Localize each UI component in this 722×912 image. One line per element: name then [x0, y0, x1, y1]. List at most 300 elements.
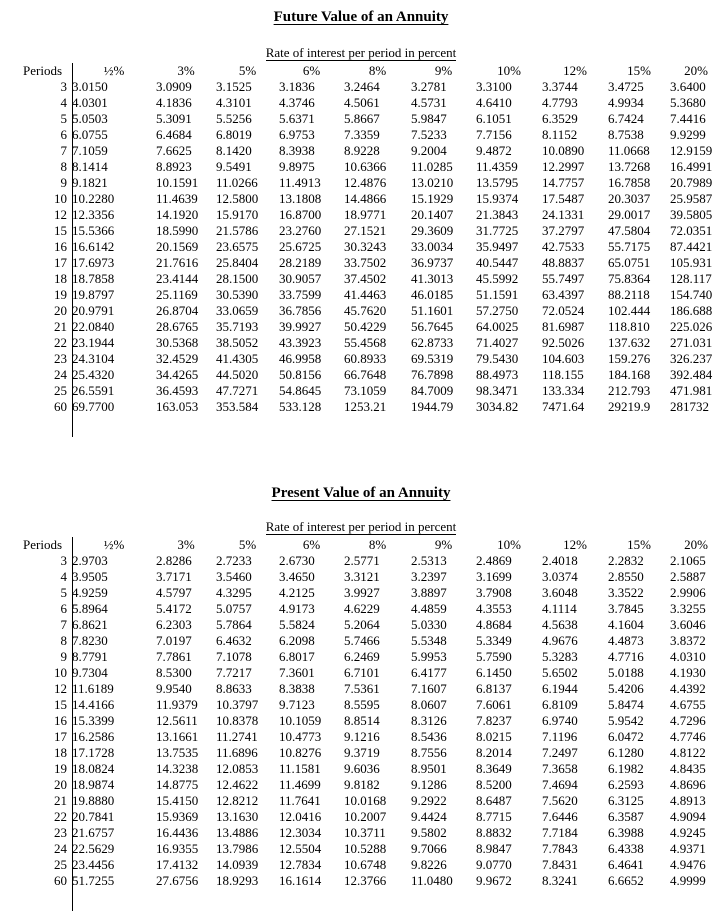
- period-cell: 19: [54, 761, 67, 776]
- value-cell: 30.5390: [216, 287, 259, 302]
- value-cell: 11.4699: [279, 777, 321, 792]
- period-cell: 24: [54, 367, 67, 382]
- value-cell: 118.810: [608, 319, 650, 334]
- table-row: [0, 585, 722, 601]
- value-cell: 8.8514: [344, 713, 380, 728]
- value-cell: 9.8975: [279, 159, 315, 174]
- value-cell: 6.8019: [216, 127, 252, 142]
- value-cell: 11.4359: [476, 159, 518, 174]
- value-cell: 6.6652: [608, 873, 644, 888]
- rate-header: 12%: [563, 537, 587, 552]
- value-cell: 66.7648: [344, 367, 387, 382]
- value-cell: 128.117: [670, 271, 712, 286]
- value-cell: 16.1614: [279, 873, 322, 888]
- value-cell: 13.1630: [216, 809, 259, 824]
- value-cell: 13.7535: [156, 745, 199, 760]
- value-cell: 13.1808: [279, 191, 322, 206]
- value-cell: 3.1699: [476, 569, 512, 584]
- value-cell: 15.1929: [411, 191, 454, 206]
- value-cell: 225.026: [670, 319, 713, 334]
- value-cell: 33.0034: [411, 239, 454, 254]
- value-cell: 5.7466: [344, 633, 380, 648]
- value-cell: 73.1059: [344, 383, 387, 398]
- value-cell: 17.4132: [156, 857, 199, 872]
- rate-header: ½%: [103, 63, 125, 78]
- rate-caption: Rate of interest per period in percent: [265, 519, 457, 534]
- value-cell: 7.8230: [72, 633, 108, 648]
- rate-header-row: [0, 63, 722, 79]
- value-cell: 13.0210: [411, 175, 454, 190]
- value-cell: 16.4991: [670, 159, 713, 174]
- table-row: [0, 761, 722, 777]
- value-cell: 12.4876: [344, 175, 387, 190]
- value-cell: 3.8897: [411, 585, 447, 600]
- value-cell: 8.5595: [344, 697, 380, 712]
- value-cell: 19.8797: [72, 287, 115, 302]
- value-cell: 13.7986: [216, 841, 259, 856]
- present-value-section: [0, 476, 722, 912]
- value-cell: 4.0301: [72, 95, 108, 110]
- period-cell: 7: [60, 143, 67, 158]
- value-cell: 10.2007: [344, 809, 387, 824]
- value-cell: 5.3349: [476, 633, 512, 648]
- section-subtitle: [0, 519, 722, 535]
- value-cell: 19.8880: [72, 793, 115, 808]
- value-cell: 12.0853: [216, 761, 259, 776]
- value-cell: 326.237: [670, 351, 713, 366]
- value-cell: 10.0168: [344, 793, 387, 808]
- value-cell: 4.9259: [72, 585, 108, 600]
- value-cell: 9.7304: [72, 665, 108, 680]
- value-cell: 3.9505: [72, 569, 108, 584]
- value-cell: 9.8226: [411, 857, 447, 872]
- value-cell: 9.2922: [411, 793, 447, 808]
- value-cell: 28.2189: [279, 255, 322, 270]
- value-cell: 7.7217: [216, 665, 252, 680]
- value-cell: 2.7233: [216, 553, 252, 568]
- period-cell: 22: [54, 809, 67, 824]
- value-cell: 4.5731: [411, 95, 447, 110]
- value-cell: 6.9753: [279, 127, 315, 142]
- value-cell: 9.2004: [411, 143, 447, 158]
- table-row: [0, 399, 722, 415]
- value-cell: 8.5200: [476, 777, 512, 792]
- value-cell: 24.3104: [72, 351, 115, 366]
- value-cell: 8.3838: [279, 681, 315, 696]
- value-cell: 7.5361: [344, 681, 380, 696]
- value-cell: 2.5887: [670, 569, 706, 584]
- period-cell: 25: [54, 857, 67, 872]
- table-row: [0, 223, 722, 239]
- period-cell: 15: [54, 223, 67, 238]
- value-cell: 42.7533: [542, 239, 585, 254]
- value-cell: 18.5990: [156, 223, 199, 238]
- value-cell: 25.1169: [156, 287, 198, 302]
- value-cell: 30.9057: [279, 271, 322, 286]
- table-row: [0, 745, 722, 761]
- value-cell: 11.0668: [608, 143, 650, 158]
- value-cell: 5.7864: [216, 617, 252, 632]
- value-cell: 1944.79: [411, 399, 454, 414]
- value-cell: 10.3797: [216, 697, 259, 712]
- value-cell: 6.3988: [608, 825, 644, 840]
- value-cell: 4.1836: [156, 95, 192, 110]
- value-cell: 25.4320: [72, 367, 115, 382]
- value-cell: 9.4872: [476, 143, 512, 158]
- period-cell: 7: [60, 617, 67, 632]
- value-cell: 18.9293: [216, 873, 259, 888]
- rate-header: 10%: [497, 537, 521, 552]
- value-cell: 533.128: [279, 399, 322, 414]
- value-cell: 5.0503: [72, 111, 108, 126]
- table-row: [0, 649, 722, 665]
- value-cell: 5.0188: [608, 665, 644, 680]
- value-cell: 3.0909: [156, 79, 192, 94]
- value-cell: 11.0480: [411, 873, 453, 888]
- value-cell: 2.4869: [476, 553, 512, 568]
- value-cell: 48.8837: [542, 255, 585, 270]
- value-cell: 72.0524: [542, 303, 585, 318]
- value-cell: 5.5256: [216, 111, 252, 126]
- value-cell: 4.4859: [411, 601, 447, 616]
- value-cell: 6.3125: [608, 793, 644, 808]
- value-cell: 18.9874: [72, 777, 115, 792]
- period-cell: 18: [54, 745, 67, 760]
- period-cell: 6: [60, 127, 67, 142]
- value-cell: 62.8733: [411, 335, 454, 350]
- value-cell: 88.2118: [608, 287, 650, 302]
- table-row: [0, 271, 722, 287]
- table-row: [0, 857, 722, 873]
- value-cell: 3.3100: [476, 79, 512, 94]
- value-cell: 17.6973: [72, 255, 115, 270]
- period-cell: 60: [54, 399, 67, 414]
- value-cell: 12.5611: [156, 713, 198, 728]
- value-cell: 4.8913: [670, 793, 706, 808]
- value-cell: 5.5824: [279, 617, 315, 632]
- period-cell: 12: [54, 207, 67, 222]
- value-cell: 33.0659: [216, 303, 259, 318]
- table-row: [0, 335, 722, 351]
- value-cell: 24.1331: [542, 207, 585, 222]
- value-cell: 6.0472: [608, 729, 644, 744]
- period-cell: 4: [60, 95, 67, 110]
- value-cell: 9.3719: [344, 745, 380, 760]
- table-row: [0, 665, 722, 681]
- value-cell: 392.484: [670, 367, 713, 382]
- value-cell: 353.584: [216, 399, 259, 414]
- value-cell: 29.3609: [411, 223, 454, 238]
- value-cell: 7.7861: [156, 649, 192, 664]
- period-cell: 16: [54, 713, 67, 728]
- value-cell: 105.931: [670, 255, 713, 270]
- value-cell: 57.2750: [476, 303, 519, 318]
- section-subtitle: [0, 45, 722, 61]
- value-cell: 4.7716: [608, 649, 644, 664]
- value-cell: 14.4166: [72, 697, 115, 712]
- future-value-table: [0, 63, 722, 415]
- value-cell: 3.8372: [670, 633, 706, 648]
- value-cell: 4.9676: [542, 633, 578, 648]
- value-cell: 4.6410: [476, 95, 512, 110]
- rate-header: 3%: [177, 537, 195, 552]
- value-cell: 36.9737: [411, 255, 454, 270]
- rate-header: 6%: [302, 537, 321, 552]
- value-cell: 6.4632: [216, 633, 252, 648]
- value-cell: 12.8212: [216, 793, 259, 808]
- value-cell: 8.3649: [476, 761, 512, 776]
- value-cell: 8.1152: [542, 127, 578, 142]
- period-cell: 5: [60, 111, 67, 126]
- value-cell: 13.7268: [608, 159, 651, 174]
- value-cell: 20.1569: [156, 239, 199, 254]
- value-cell: 10.1591: [156, 175, 199, 190]
- value-cell: 6.8017: [279, 649, 315, 664]
- value-cell: 7.5620: [542, 793, 578, 808]
- period-cell: 22: [54, 335, 67, 350]
- periods-header-cell: [0, 537, 72, 553]
- value-cell: 4.9476: [670, 857, 706, 872]
- value-cell: 6.1051: [476, 111, 512, 126]
- value-cell: 9.1216: [344, 729, 380, 744]
- value-cell: 4.7296: [670, 713, 706, 728]
- period-cell: 9: [60, 175, 67, 190]
- value-cell: 26.5591: [72, 383, 115, 398]
- value-cell: 50.8156: [279, 367, 322, 382]
- value-cell: 14.4866: [344, 191, 387, 206]
- value-cell: 9.1821: [72, 175, 108, 190]
- value-cell: 3.6048: [542, 585, 578, 600]
- value-cell: 5.8474: [608, 697, 644, 712]
- value-cell: 16.9355: [156, 841, 199, 856]
- value-cell: 104.603: [542, 351, 585, 366]
- value-cell: 4.8435: [670, 761, 706, 776]
- value-cell: 4.7793: [542, 95, 578, 110]
- value-cell: 23.1944: [72, 335, 115, 350]
- period-cell: 25: [54, 383, 67, 398]
- value-cell: 2.9906: [670, 585, 706, 600]
- value-cell: 2.8550: [608, 569, 644, 584]
- period-cell: 17: [54, 255, 67, 270]
- value-cell: 23.4456: [72, 857, 115, 872]
- value-cell: 4.3101: [216, 95, 252, 110]
- value-cell: 5.4172: [156, 601, 192, 616]
- value-cell: 11.0266: [216, 175, 258, 190]
- value-cell: 10.0890: [542, 143, 585, 158]
- value-cell: 17.5487: [542, 191, 585, 206]
- rate-header: 3%: [177, 63, 195, 78]
- value-cell: 23.6575: [216, 239, 259, 254]
- value-cell: 35.7193: [216, 319, 259, 334]
- value-cell: 40.5447: [476, 255, 519, 270]
- value-cell: 79.5430: [476, 351, 519, 366]
- value-cell: 44.5020: [216, 367, 259, 382]
- value-cell: 12.3356: [72, 207, 115, 222]
- value-cell: 27.6756: [156, 873, 199, 888]
- value-cell: 2.5313: [411, 553, 447, 568]
- value-cell: 184.168: [608, 367, 651, 382]
- value-cell: 55.4568: [344, 335, 387, 350]
- value-cell: 4.9173: [279, 601, 315, 616]
- value-cell: 2.8286: [156, 553, 192, 568]
- value-cell: 5.6502: [542, 665, 578, 680]
- value-cell: 6.1280: [608, 745, 644, 760]
- value-cell: 16.8700: [279, 207, 322, 222]
- value-cell: 7.8431: [542, 857, 578, 872]
- period-cell: 8: [60, 633, 67, 648]
- value-cell: 28.6765: [156, 319, 199, 334]
- value-cell: 10.6748: [344, 857, 387, 872]
- value-cell: 6.7101: [344, 665, 380, 680]
- table-row: [0, 681, 722, 697]
- value-cell: 8.0215: [476, 729, 512, 744]
- value-cell: 11.6189: [72, 681, 114, 696]
- value-cell: 212.793: [608, 383, 651, 398]
- value-cell: 5.7590: [476, 649, 512, 664]
- value-cell: 60.8933: [344, 351, 387, 366]
- value-cell: 7.4694: [542, 777, 578, 792]
- value-cell: 6.4641: [608, 857, 644, 872]
- value-cell: 14.8775: [156, 777, 199, 792]
- value-cell: 38.5052: [216, 335, 259, 350]
- value-cell: 3.6046: [670, 617, 706, 632]
- table-row: [0, 127, 722, 143]
- value-cell: 8.7556: [411, 745, 447, 760]
- value-cell: 10.4773: [279, 729, 322, 744]
- value-cell: 4.3295: [216, 585, 252, 600]
- value-cell: 32.4529: [156, 351, 199, 366]
- value-cell: 11.4913: [279, 175, 321, 190]
- value-cell: 6.4177: [411, 665, 447, 680]
- value-cell: 69.7700: [72, 399, 115, 414]
- value-cell: 31.7725: [476, 223, 519, 238]
- period-cell: 17: [54, 729, 67, 744]
- value-cell: 65.0751: [608, 255, 651, 270]
- value-cell: 13.4886: [216, 825, 259, 840]
- value-cell: 84.7009: [411, 383, 454, 398]
- value-cell: 47.5804: [608, 223, 651, 238]
- value-cell: 16.2586: [72, 729, 115, 744]
- value-cell: 13.1661: [156, 729, 199, 744]
- value-cell: 4.9245: [670, 825, 706, 840]
- value-cell: 20.9791: [72, 303, 115, 318]
- value-cell: 5.2064: [344, 617, 380, 632]
- value-cell: 12.4622: [216, 777, 259, 792]
- value-cell: 4.6755: [670, 697, 706, 712]
- value-cell: 8.3938: [279, 143, 315, 158]
- value-cell: 3.0374: [542, 569, 578, 584]
- value-cell: 7.3658: [542, 761, 578, 776]
- value-cell: 41.4463: [344, 287, 387, 302]
- value-cell: 6.3587: [608, 809, 644, 824]
- value-cell: 9.5802: [411, 825, 447, 840]
- rate-header: 15%: [627, 537, 651, 552]
- value-cell: 7.2497: [542, 745, 578, 760]
- table-row: [0, 841, 722, 857]
- value-cell: 4.1114: [542, 601, 577, 616]
- value-cell: 33.7599: [279, 287, 322, 302]
- value-cell: 4.1604: [608, 617, 644, 632]
- table-row: [0, 303, 722, 319]
- value-cell: 4.9934: [608, 95, 644, 110]
- value-cell: 11.0285: [411, 159, 453, 174]
- value-cell: 133.334: [542, 383, 585, 398]
- rate-header: 10%: [497, 63, 521, 78]
- value-cell: 7.4416: [670, 111, 706, 126]
- value-cell: 9.1286: [411, 777, 447, 792]
- table-row: [0, 351, 722, 367]
- periods-label: Periods: [23, 63, 62, 78]
- value-cell: 4.0310: [670, 649, 706, 664]
- value-cell: 27.1521: [344, 223, 387, 238]
- value-cell: 6.2469: [344, 649, 380, 664]
- value-cell: 56.7645: [411, 319, 454, 334]
- value-cell: 6.8109: [542, 697, 578, 712]
- period-cell: 12: [54, 681, 67, 696]
- value-cell: 11.1581: [279, 761, 321, 776]
- period-cell: 20: [54, 777, 67, 792]
- period-cell: 20: [54, 303, 67, 318]
- table-row: [0, 793, 722, 809]
- value-cell: 21.5786: [216, 223, 259, 238]
- value-cell: 5.0757: [216, 601, 252, 616]
- period-cell: 10: [54, 665, 67, 680]
- value-cell: 21.3843: [476, 207, 519, 222]
- rate-header: ½%: [103, 537, 125, 552]
- table-row: [0, 159, 722, 175]
- value-cell: 5.6371: [279, 111, 315, 126]
- value-cell: 9.8182: [344, 777, 380, 792]
- value-cell: 5.3283: [542, 649, 578, 664]
- value-cell: 10.8276: [279, 745, 322, 760]
- value-cell: 11.4639: [156, 191, 198, 206]
- value-cell: 16.4436: [156, 825, 199, 840]
- value-cell: 3.2781: [411, 79, 447, 94]
- table-row: [0, 255, 722, 271]
- value-cell: 2.6730: [279, 553, 315, 568]
- value-cell: 33.7502: [344, 255, 387, 270]
- section-title: Future Value of an Annuity: [273, 9, 449, 25]
- value-cell: 6.1982: [608, 761, 644, 776]
- rate-header: 12%: [563, 63, 587, 78]
- period-cell: 60: [54, 873, 67, 888]
- value-cell: 26.8704: [156, 303, 199, 318]
- rate-header: 8%: [368, 63, 387, 78]
- period-cell: 8: [60, 159, 67, 174]
- value-cell: 9.0770: [476, 857, 512, 872]
- rate-header-row: [0, 537, 722, 553]
- present-value-table: [0, 537, 722, 889]
- value-cell: 6.0755: [72, 127, 108, 142]
- value-cell: 3.3255: [670, 601, 706, 616]
- value-cell: 3.7171: [156, 569, 192, 584]
- value-cell: 2.9703: [72, 553, 108, 568]
- value-cell: 4.9094: [670, 809, 706, 824]
- period-cell: 19: [54, 287, 67, 302]
- table-row: [0, 617, 722, 633]
- rate-header: 15%: [627, 63, 651, 78]
- value-cell: 4.5061: [344, 95, 380, 110]
- value-cell: 5.8964: [72, 601, 108, 616]
- value-cell: 10.2280: [72, 191, 115, 206]
- table-row: [0, 239, 722, 255]
- value-cell: 10.8378: [216, 713, 259, 728]
- value-cell: 13.5795: [476, 175, 519, 190]
- value-cell: 7.3601: [279, 665, 315, 680]
- value-cell: 51.7255: [72, 873, 115, 888]
- value-cell: 37.4502: [344, 271, 387, 286]
- value-cell: 4.7746: [670, 729, 706, 744]
